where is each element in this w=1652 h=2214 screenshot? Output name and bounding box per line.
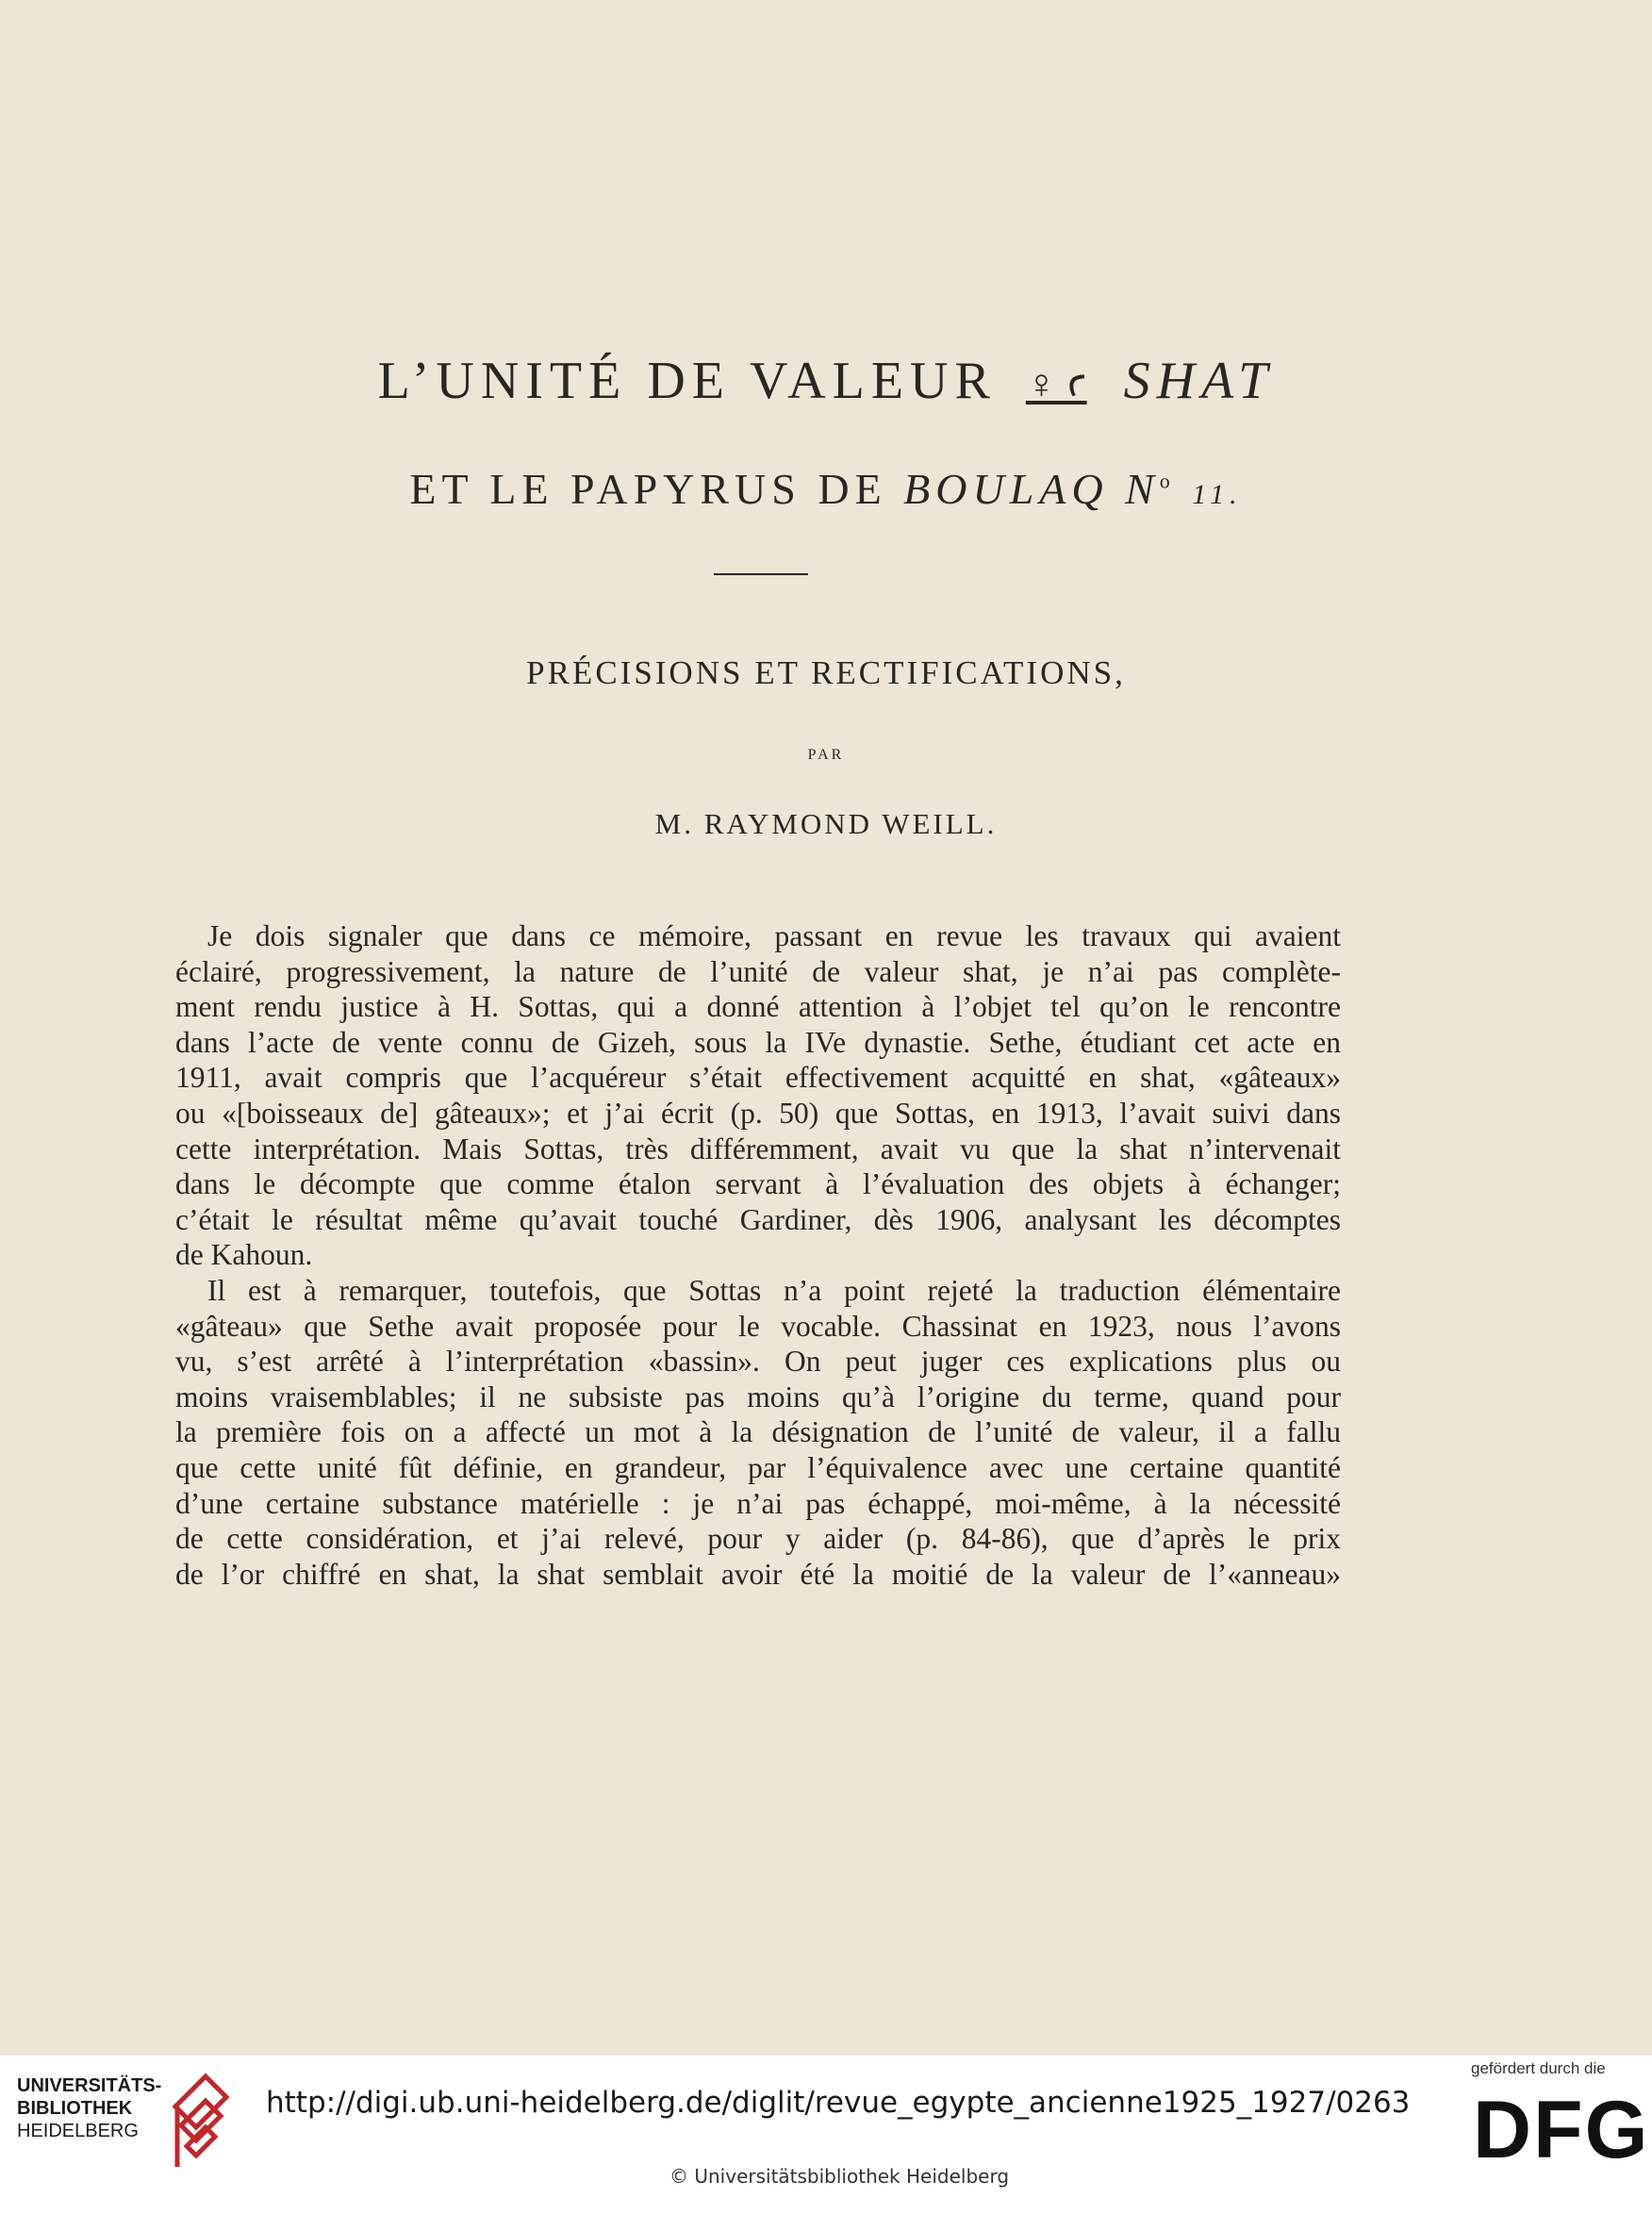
text-line: dans le décompte que comme étalon servant à l’évaluation des objets à échanger; [175, 1167, 1341, 1201]
copyright-notice: © Universitätsbibliothek Heidelberg [669, 2165, 1010, 2188]
text-line: Il est à remarquer, toutefois, que Sottas n’a point rejeté la traduction élémentaire [207, 1273, 1341, 1307]
funder-label: gefördert durch die [1471, 2059, 1606, 2077]
subtitle: PRÉCISIONS ET RECTIFICATIONS, [526, 654, 1126, 691]
text-line: de Kahoun. [175, 1238, 313, 1272]
library-line-1: UNIVERSITÄTS- [17, 2075, 162, 2096]
title-divider [714, 573, 808, 575]
title-line-2-number: 11. [1192, 479, 1243, 510]
paragraph-2 [175, 1273, 1341, 1592]
title-line-1 [0, 351, 1652, 411]
text-line: Je dois signaler que dans ce mémoire, passant en revue les travaux qui avaient [207, 919, 1341, 952]
title-line-1-shat: SHAT [1123, 352, 1275, 410]
body-text [175, 918, 1341, 1592]
title-line-2 [0, 464, 1652, 514]
library-name [17, 2074, 168, 2142]
dfg-logo-icon: DFG [1473, 2085, 1650, 2175]
text-line: la première fois on a affecté un mot à la désignation de l’unité de valeur, il a fallu [175, 1415, 1341, 1449]
title-line-2-sup: o [1159, 469, 1176, 493]
text-line: éclairé, progressivement, la nature de l’unité de valeur shat, je n’ai pas complète- [175, 954, 1341, 988]
text-line: moins vraisemblables; il ne subsiste pas moins qu’à l’origine du terme, quand pour [175, 1380, 1341, 1413]
text-line: de cette considération, et j’ai relevé, pour y aider (p. 84-86), que d’après le prix [175, 1522, 1341, 1556]
text-line: que cette unité fût définie, en grandeur, par l’équivalence avec une certaine quantité [175, 1450, 1341, 1484]
text-line: cette interprétation. Mais Sottas, très différemment, avait vu que la shat n’intervenait [175, 1132, 1341, 1165]
library-logo-icon [168, 2069, 234, 2173]
hieroglyph-glyph: ♀ ꜥ [1025, 361, 1087, 407]
library-line-2: BIBLIOTHEK [17, 2098, 133, 2119]
title-line-1-text: L’UNITÉ DE VALEUR [377, 352, 997, 410]
viewer-footer [0, 2056, 1652, 2214]
text-line: c’était le résultat même qu’avait touché Gardiner, dès 1906, analysant les décomptes [175, 1202, 1341, 1236]
text-line: ou «[boisseaux de] gâteaux»; et j’ai écrit (p. 50) que Sottas, en 1913, l’avait suivi dans [175, 1096, 1341, 1130]
title-line-2-text: ET LE PAPYRUS DE [409, 465, 887, 513]
library-line-3: HEIDELBERG [17, 2121, 139, 2141]
text-line: vu, s’est arrêté à l’interprétation «bassin». On peut juger ces explications plus ou [175, 1345, 1341, 1379]
author-name: M. RAYMOND WEILL. [654, 807, 998, 840]
title-line-2-boulaq: BOULAQ N [903, 465, 1160, 513]
text-line: «gâteau» que Sethe avait proposée pour le vocable. Chassinat en 1923, nous l’avons [175, 1309, 1341, 1343]
text-line: de l’or chiffré en shat, la shat semblait avoir été la moitié de la valeur de l’«anneau» [175, 1557, 1341, 1591]
text-line: d’une certaine substance matérielle : je n’ai pas échappé, moi-même, à la nécessité [175, 1486, 1341, 1520]
text-line: 1911, avait compris que l’acquéreur s’était effectivement acquitté en shat, «gâteaux» [175, 1061, 1341, 1095]
paragraph-1 [175, 918, 1341, 1273]
byline-label: PAR [807, 747, 845, 763]
text-line: ment rendu justice à H. Sottas, qui a donné attention à l’objet tel qu’on le rencontre [175, 990, 1341, 1024]
text-line: dans l’acte de vente connu de Gizeh, sous la IVe dynastie. Sethe, étudiant cet acte en [175, 1025, 1341, 1059]
permalink-url[interactable]: http://digi.ub.uni-heidelberg.de/diglit/revue_egypte_ancienne1925_1927/0263 [266, 2086, 1411, 2120]
